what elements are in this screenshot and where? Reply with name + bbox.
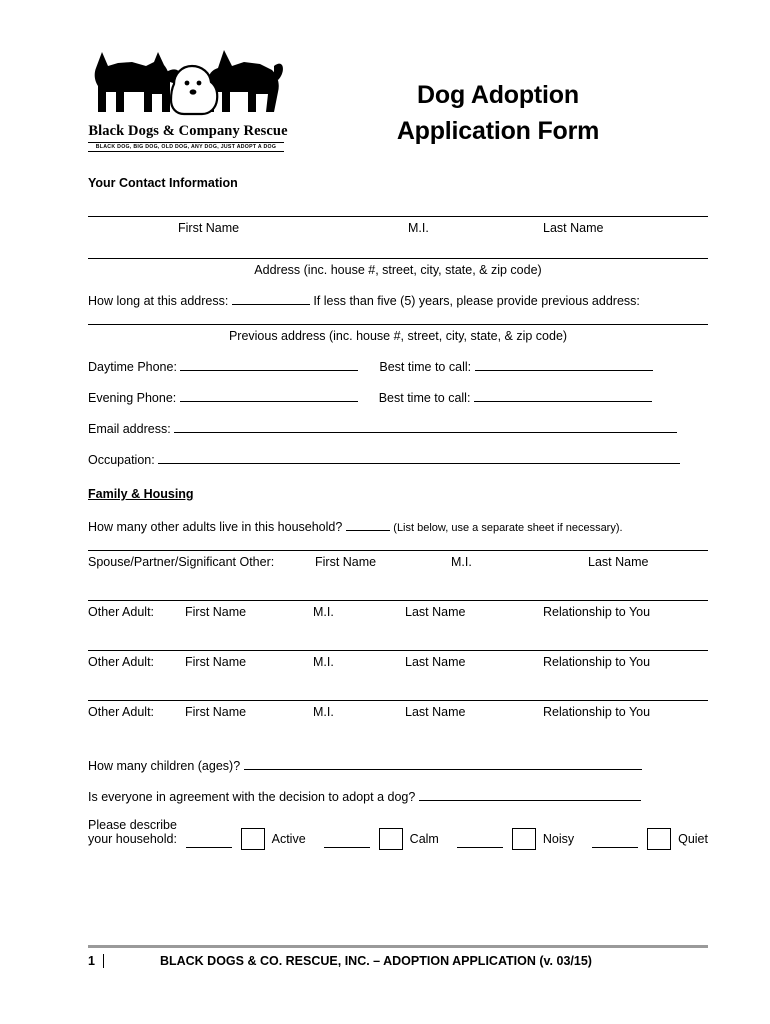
household-option-label-active: Active (271, 832, 306, 846)
other-adult-2-line[interactable] (88, 650, 708, 651)
label-other-adult-3-first-name: First Name (185, 705, 247, 719)
household-label: Please describe your household: (88, 818, 177, 846)
agreement-input[interactable] (419, 787, 641, 801)
adults-note: (List below, use a separate sheet if necessary). (393, 522, 623, 534)
household-option-label-noisy: Noisy (542, 832, 575, 846)
name-row-labels (88, 221, 708, 242)
adults-count-row (88, 517, 708, 534)
spouse-row-labels (88, 555, 708, 576)
label-spouse-last-name: Last Name (588, 555, 649, 569)
checkbox-active[interactable] (241, 828, 265, 850)
logo-caption: Black Dogs & Company Rescue (88, 123, 288, 139)
label-last-name: Last Name (543, 221, 604, 235)
label-other-adult-1: Other Adult: (88, 605, 155, 619)
address-caption: Address (inc. house #, street, city, state, & zip code) (254, 263, 542, 277)
document-footer (88, 945, 708, 968)
evening-phone-input[interactable] (180, 388, 358, 402)
daytime-phone-row (88, 357, 708, 374)
household-description-row (88, 818, 708, 846)
logo-subcaption: BLACK DOG, BIG DOG, OLD DOG, ANY DOG, JUST ADOPT A DOG (88, 142, 284, 152)
how-long-label: How long at this address: (88, 294, 229, 308)
page-number: 1 (88, 954, 104, 968)
label-other-adult-3: Other Adult: (88, 705, 155, 719)
label-first-name: First Name (178, 221, 240, 235)
section-heading-family: Family & Housing (88, 487, 194, 501)
organization-logo (88, 36, 288, 152)
label-other-adult-3-middle-initial: M.I. (313, 705, 334, 719)
children-label: How many children (ages)? (88, 759, 241, 773)
document-header (88, 36, 708, 168)
name-field-line[interactable] (88, 216, 708, 217)
other-adult-row-3 (88, 705, 708, 726)
other-adult-row-2 (88, 655, 708, 676)
adults-count-input[interactable] (346, 517, 390, 531)
title-line-1: Dog Adoption (417, 81, 579, 109)
household-option-noisy[interactable] (457, 824, 574, 846)
household-option-label-quiet: Quiet (678, 832, 708, 846)
children-row (88, 756, 708, 773)
footer-text: BLACK DOGS & CO. RESCUE, INC. – ADOPTION APPLICATION (v. 03/15) (159, 954, 592, 968)
label-other-adult-2-middle-initial: M.I. (313, 655, 334, 669)
label-other-adult-2-first-name: First Name (185, 655, 247, 669)
evening-phone-row (88, 388, 708, 405)
email-label: Email address: (88, 422, 171, 436)
section-heading-contact: Your Contact Information (88, 176, 238, 190)
agreement-label: Is everyone in agreement with the decision to adopt a dog? (88, 790, 416, 804)
footer-divider (88, 945, 708, 948)
checkbox-calm[interactable] (379, 828, 403, 850)
label-spouse-first-name: First Name (315, 555, 377, 569)
label-other-adult-3-last-name: Last Name (405, 705, 466, 719)
previous-address-field-line[interactable] (88, 324, 708, 325)
occupation-row (88, 450, 708, 467)
label-other-adult-2-relationship: Relationship to You (543, 655, 651, 669)
label-middle-initial: M.I. (408, 221, 429, 235)
label-spouse: Spouse/Partner/Significant Other: (88, 555, 275, 569)
title-line-2: Application Form (396, 116, 600, 145)
daytime-best-time-label: Best time to call: (379, 360, 472, 374)
other-adult-row-1 (88, 605, 708, 626)
other-adult-3-line[interactable] (88, 700, 708, 701)
household-option-calm[interactable] (324, 824, 439, 846)
email-row (88, 419, 708, 436)
page-title (288, 36, 708, 149)
evening-best-time-input[interactable] (474, 388, 652, 402)
evening-best-time-label: Best time to call: (378, 391, 471, 405)
adults-question-label: How many other adults live in this household? (88, 520, 343, 534)
checkbox-quiet[interactable] (647, 828, 671, 850)
how-long-at-address-row (88, 291, 708, 308)
spouse-field-line[interactable] (88, 550, 708, 551)
checkbox-noisy[interactable] (512, 828, 536, 850)
daytime-best-time-input[interactable] (475, 357, 653, 371)
label-other-adult-2: Other Adult: (88, 655, 155, 669)
label-other-adult-1-relationship: Relationship to You (543, 605, 651, 619)
daytime-phone-input[interactable] (180, 357, 358, 371)
household-option-active[interactable] (186, 824, 306, 846)
label-other-adult-3-relationship: Relationship to You (543, 705, 651, 719)
other-adult-1-line[interactable] (88, 600, 708, 601)
label-other-adult-2-last-name: Last Name (405, 655, 466, 669)
daytime-phone-label: Daytime Phone: (88, 360, 177, 374)
label-other-adult-1-middle-initial: M.I. (313, 605, 334, 619)
how-long-suffix: If less than five (5) years, please provide previous address: (313, 294, 640, 308)
children-input[interactable] (244, 756, 642, 770)
household-option-label-calm: Calm (409, 832, 439, 846)
dogs-silhouette-icon (88, 42, 284, 122)
occupation-input[interactable] (158, 450, 680, 464)
label-other-adult-1-last-name: Last Name (405, 605, 466, 619)
agreement-row (88, 787, 708, 804)
evening-phone-label: Evening Phone: (88, 391, 177, 405)
household-option-quiet[interactable] (592, 824, 708, 846)
address-field-line[interactable] (88, 258, 708, 259)
previous-address-caption: Previous address (inc. house #, street, city, state, & zip code) (228, 329, 568, 343)
email-input[interactable] (174, 419, 677, 433)
label-spouse-middle-initial: M.I. (451, 555, 472, 569)
how-long-input[interactable] (232, 291, 310, 305)
label-other-adult-1-first-name: First Name (185, 605, 247, 619)
occupation-label: Occupation: (88, 453, 155, 467)
